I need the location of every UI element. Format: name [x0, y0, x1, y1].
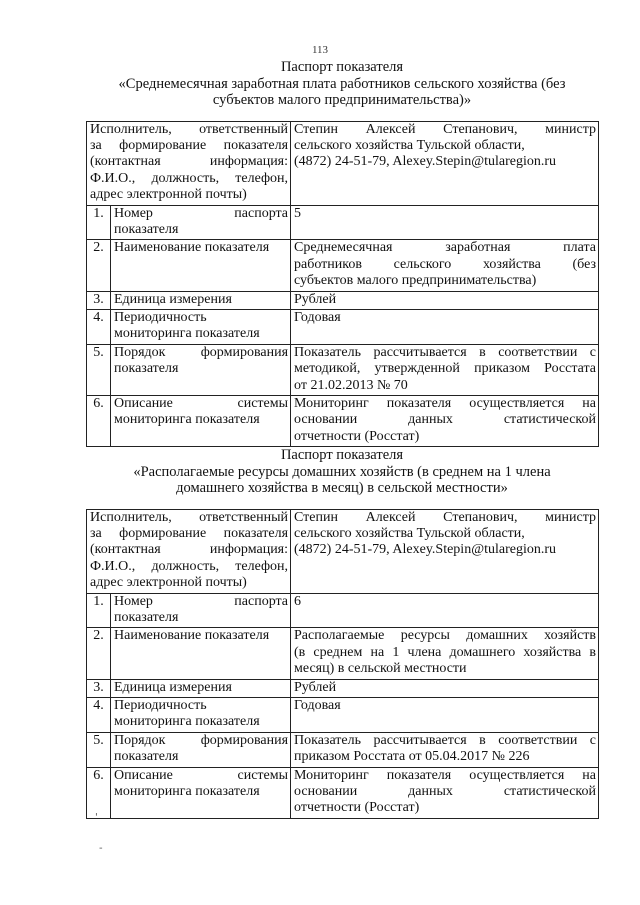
text-line: Единица измерения — [114, 291, 232, 307]
indicator-passport-1 — [86, 59, 598, 447]
passport-title-line: Паспорт показателя — [280, 59, 404, 75]
text-line: Описание системы — [114, 767, 289, 783]
text-line: Рублей — [294, 291, 337, 307]
text-line: Единица измерения — [114, 679, 232, 695]
text-line: субъектов малого предпринимательства) — [294, 273, 537, 289]
passport-title-line: субъектов малого предпринимательства)» — [212, 92, 472, 108]
page-number: 113 — [311, 44, 329, 56]
row-label — [111, 205, 291, 240]
passport-row — [87, 344, 599, 395]
text-line: (в среднем на 1 члена домашнего хозяйства в — [294, 644, 597, 660]
row-label — [111, 767, 291, 818]
executor-label — [87, 121, 291, 205]
row-number: 1. — [87, 593, 111, 628]
text-line: Ф.И.О., должность, телефон, — [90, 558, 289, 574]
row-label — [111, 593, 291, 628]
passport-title-line: Паспорт показателя — [280, 447, 404, 463]
text-line: Периодичность — [114, 309, 207, 325]
text-line: приказом Росстата от 05.04.2017 № 226 — [294, 749, 530, 765]
row-number: 5. — [87, 732, 111, 767]
text-line: 5 — [294, 205, 302, 221]
row-label — [111, 732, 291, 767]
text-line: от 21.02.2013 № 70 — [294, 377, 408, 393]
passport-row — [87, 679, 599, 697]
text-line: Исполнитель, ответственный — [90, 121, 289, 137]
text-line: показателя — [114, 361, 179, 377]
scan-mark: ' — [95, 812, 98, 823]
row-number: 2. — [87, 628, 111, 679]
text-line: Показатель рассчитывается в соответствии с — [294, 732, 597, 748]
row-value — [291, 593, 599, 628]
row-value — [291, 205, 599, 240]
row-value — [291, 628, 599, 679]
text-line: Годовая — [294, 309, 341, 325]
text-line: Номер паспорта — [114, 205, 289, 221]
text-line: Располагаемые ресурсы домашних хозяйств — [294, 628, 597, 644]
text-line: сельского хозяйства Тульской области, — [294, 137, 525, 153]
passport-table — [86, 121, 599, 448]
text-line: сельского хозяйства Тульской области, — [294, 525, 525, 541]
row-number: 3. — [87, 679, 111, 697]
passport-title — [86, 59, 598, 109]
row-value — [291, 291, 599, 309]
text-line: (4872) 24-51-79, Alexey.Stepin@tularegion.ru — [294, 154, 557, 170]
text-line: показателя — [114, 221, 179, 237]
text-line: Рублей — [294, 679, 337, 695]
text-line: Мониторинг показателя осуществляется на — [294, 396, 597, 411]
text-line: за формирование показателя — [90, 137, 289, 153]
text-line: Показатель рассчитывается в соответствии с — [294, 344, 597, 360]
text-line: показателя — [114, 609, 179, 625]
text-line: Наименование показателя — [114, 240, 270, 256]
text-line: мониторинга показателя — [114, 784, 260, 799]
row-value — [291, 344, 599, 395]
executor-row — [87, 121, 599, 205]
row-number: 3. — [87, 291, 111, 309]
text-line: Номер паспорта — [114, 593, 289, 609]
text-line: месяц) в сельской местности — [294, 661, 467, 677]
text-line: (4872) 24-51-79, Alexey.Stepin@tularegion.ru — [294, 542, 557, 558]
text-line: (контактная информация: — [90, 154, 289, 170]
text-line: Исполнитель, ответственный — [90, 509, 289, 525]
text-line: Среднемесячная заработная плата — [294, 240, 597, 256]
text-line: Ф.И.О., должность, телефон, — [90, 170, 289, 186]
row-value — [291, 767, 599, 818]
row-number: 4. — [87, 309, 111, 344]
row-label — [111, 344, 291, 395]
row-number: 2. — [87, 240, 111, 291]
row-label — [111, 396, 291, 447]
text-line: (контактная информация: — [90, 542, 289, 558]
text-line: адрес электронной почты) — [90, 187, 247, 203]
row-value — [291, 309, 599, 344]
row-number: 6. — [87, 396, 111, 447]
row-number: 5. — [87, 344, 111, 395]
executor-row — [87, 509, 599, 593]
passport-row — [87, 593, 599, 628]
text-line: основании данных статистической — [294, 784, 597, 799]
text-line: мониторинга показателя — [114, 412, 260, 428]
row-label — [111, 309, 291, 344]
text-line: Периодичность — [114, 697, 207, 713]
executor-value — [291, 509, 599, 593]
passport-row — [87, 767, 599, 818]
row-value — [291, 240, 599, 291]
row-label — [111, 697, 291, 732]
passport-row — [87, 309, 599, 344]
passport-title — [86, 447, 598, 497]
row-label — [111, 679, 291, 697]
row-number: 1. — [87, 205, 111, 240]
text-line: мониторинга показателя — [114, 714, 260, 730]
passport-row — [87, 697, 599, 732]
text-line: адрес электронной почты) — [90, 575, 247, 591]
passport-table — [86, 509, 599, 819]
text-line: Степин Алексей Степанович, министр — [294, 121, 597, 137]
row-label — [111, 628, 291, 679]
text-line: Описание системы — [114, 396, 289, 411]
text-line: мониторинга показателя — [114, 326, 260, 342]
text-line: отчетности (Росстат) — [294, 800, 420, 816]
text-line: Годовая — [294, 697, 341, 713]
text-line: методикой, утвержденной приказом Росстата — [294, 361, 597, 377]
text-line: Порядок формирования — [114, 732, 289, 748]
row-value — [291, 679, 599, 697]
passport-title-line: «Среднемесячная заработная плата работников сельского хозяйства (без — [118, 75, 566, 92]
executor-value — [291, 121, 599, 205]
passport-row — [87, 205, 599, 240]
row-value — [291, 697, 599, 732]
passport-row — [87, 732, 599, 767]
text-line: работников сельского хозяйства (без — [294, 256, 597, 272]
row-value — [291, 396, 599, 447]
row-value — [291, 732, 599, 767]
row-number: 4. — [87, 697, 111, 732]
passport-row — [87, 396, 599, 447]
passport-title-line: домашнего хозяйства в месяц) в сельской местности» — [176, 480, 508, 496]
text-line: показателя — [114, 749, 179, 765]
passport-row — [87, 240, 599, 291]
text-line: Порядок формирования — [114, 344, 289, 360]
scan-mark: - — [99, 843, 103, 854]
text-line: за формирование показателя — [90, 525, 289, 541]
text-line: Мониторинг показателя осуществляется на — [294, 767, 597, 783]
passport-title-line: «Располагаемые ресурсы домашних хозяйств (в среднем на 1 члена — [133, 463, 551, 480]
text-line: отчетности (Росстат) — [294, 428, 420, 444]
indicator-passport-2 — [86, 447, 598, 819]
row-number: 6. — [87, 767, 111, 818]
row-label — [111, 291, 291, 309]
text-line: 6 — [294, 593, 302, 609]
text-line: Степин Алексей Степанович, министр — [294, 509, 597, 525]
text-line: Наименование показателя — [114, 628, 270, 644]
row-label — [111, 240, 291, 291]
executor-label — [87, 509, 291, 593]
passport-row — [87, 628, 599, 679]
text-line: основании данных статистической — [294, 412, 597, 428]
passport-row — [87, 291, 599, 309]
